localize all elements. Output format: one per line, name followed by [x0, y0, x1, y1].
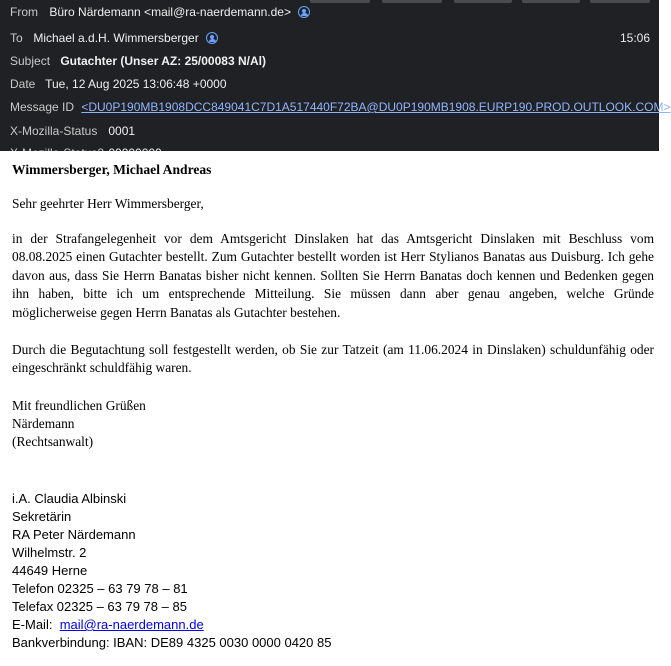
- greeting: Sehr geehrter Herr Wimmersberger,: [12, 196, 204, 211]
- mozilla-status-label: X-Mozilla-Status: [10, 124, 98, 138]
- date-label: Date: [10, 77, 36, 91]
- message-id-label: Message ID: [10, 100, 75, 114]
- recipient-name: Wimmersberger, Michael Andreas: [12, 162, 212, 177]
- signature-ia: i.A. Claudia Albinski: [12, 491, 127, 506]
- closing-greeting: Mit freundlichen Grüßen: [12, 398, 146, 413]
- message-id-link[interactable]: <DU0P190MB1908DCC849041C7D1A517440F72BA@DU0P190MB1908.EURP190.PROD.OUTLOOK.COM>: [81, 100, 671, 114]
- date-row: [10, 75, 227, 93]
- subject-value: Gutachter (Unser AZ: 25/00083 N/Al): [60, 54, 266, 68]
- message-time: 15:06: [619, 31, 650, 45]
- from-label: From: [10, 5, 38, 19]
- toolbar-button[interactable]: [454, 0, 512, 3]
- subject-row: [10, 52, 266, 70]
- paragraph-2: Durch die Begutachtung soll festgestellt werden, ob Sie zur Tatzeit (am 11.06.2024 in Dinslaken) schuldunfähig oder eingeschränkt schuldfähig waren.: [12, 342, 654, 376]
- to-row: [10, 29, 218, 47]
- message-id-row: [10, 98, 671, 116]
- to-value[interactable]: Michael a.d.H. Wimmersberger: [33, 31, 199, 45]
- signature-fax: Telefax 02325 – 63 79 78 – 85: [12, 599, 187, 614]
- message-body: [0, 151, 659, 666]
- date-value: Tue, 12 Aug 2025 13:06:48 +0000: [45, 77, 227, 91]
- signature-block: [12, 490, 331, 652]
- signature-street: Wilhelmstr. 2: [12, 545, 87, 560]
- signature-phone: Telefon 02325 – 63 79 78 – 81: [12, 581, 188, 596]
- subject-label: Subject: [10, 54, 51, 68]
- from-value[interactable]: Büro Närdemann <mail@ra-naerdemann.de>: [49, 5, 291, 19]
- paragraph-1: in der Strafangelegenheit vor dem Amtsgericht Dinslaken hat das Amtsgericht Dinslaken mit Beschluss vom 08.08.2025 einen Gutachter bestellt. Zum Gutachter bestellt worden ist Herr Stylianos Banatas aus Duisburg. Ich gehe davon aus, dass Sie Herrn Banatas bisher nicht kennen. Sollten Sie Herrn Banatas doch kennen und Bedenken gegen ihn haben, bitte ich um entsprechende Mitteilung. Sie müssen dann aber genau angeben, welche Gründe möglicherweise gegen Herrn Banatas als Gutachter bestehen.: [12, 231, 654, 320]
- toolbar-button[interactable]: [522, 0, 580, 3]
- to-label: To: [10, 31, 23, 45]
- closing-name: Närdemann: [12, 416, 75, 431]
- message-header: [0, 0, 671, 151]
- signature-firm: RA Peter Närdemann: [12, 527, 136, 542]
- toolbar-button[interactable]: [382, 0, 442, 3]
- signature-city: 44649 Herne: [12, 563, 88, 578]
- mozilla-status-value: 0001: [108, 124, 136, 138]
- signature-role: Sekretärin: [12, 509, 72, 524]
- signature-bank: Bankverbindung: IBAN: DE89 4325 0030 0000 0420 85: [12, 635, 332, 650]
- closing-title: (Rechtsanwalt): [12, 434, 94, 449]
- from-row: [10, 3, 310, 21]
- mozilla-status-row: [10, 122, 135, 140]
- toolbar-button[interactable]: [590, 0, 650, 3]
- email-link[interactable]: mail@ra-naerdemann.de: [59, 617, 204, 632]
- contact-icon[interactable]: [298, 6, 310, 18]
- contact-icon[interactable]: [206, 32, 218, 44]
- signature-email-row: [12, 616, 331, 634]
- email-label: E-Mail:: [12, 617, 53, 632]
- toolbar-button[interactable]: [310, 0, 370, 3]
